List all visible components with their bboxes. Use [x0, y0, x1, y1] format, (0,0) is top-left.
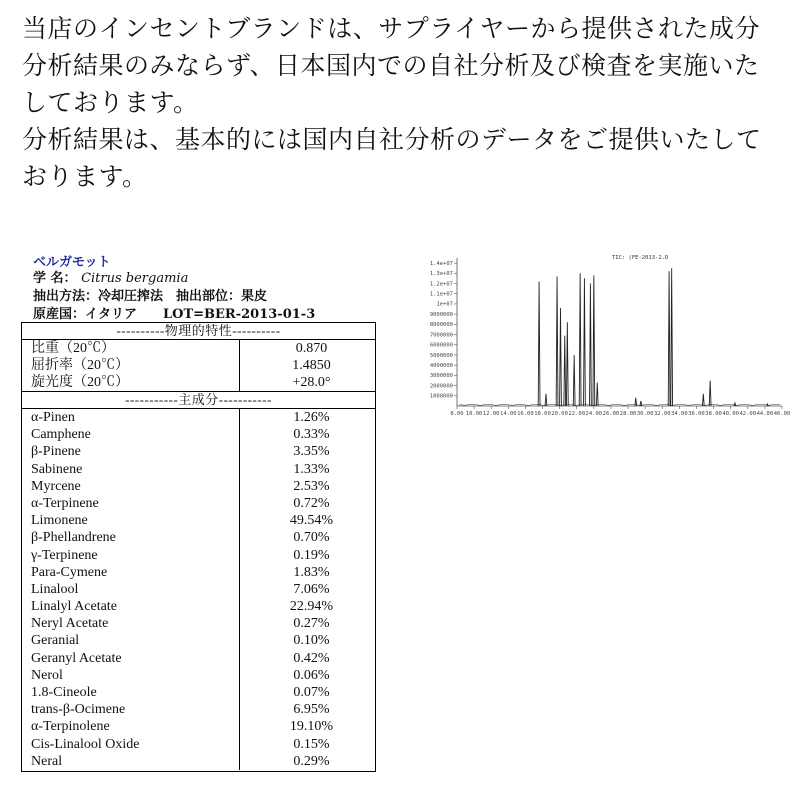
y-tick-label: 5000000 — [429, 352, 453, 359]
components-header: -----------主成分----------- — [22, 392, 375, 409]
x-tick-label: 30.00 — [636, 411, 654, 417]
table-row — [22, 701, 375, 718]
component-name: α-Pinen — [22, 409, 240, 426]
y-tick-label: 8000000 — [429, 322, 453, 329]
component-name: Camphene — [22, 426, 240, 443]
components-list — [22, 409, 375, 770]
table-row — [22, 547, 375, 564]
x-tick-label: 26.00 — [602, 411, 620, 417]
component-value: 22.94% — [289, 599, 334, 615]
component-name: α-Terpinene — [22, 495, 240, 512]
component-value: 0.15% — [293, 736, 330, 752]
x-tick-label: 16.00 — [517, 411, 534, 417]
latin-name-line — [33, 267, 188, 286]
component-name: Cis-Linalool Oxide — [22, 736, 240, 753]
x-tick-label: 46.00 — [773, 411, 790, 417]
x-tick-label: 12.00 — [482, 411, 500, 417]
peak — [560, 308, 562, 406]
x-tick-label: 14.00 — [500, 411, 517, 417]
x-tick-label: 36.00 — [688, 411, 705, 417]
peak — [702, 394, 704, 406]
component-name: β-Phellandrene — [22, 529, 240, 546]
y-tick-label: 1.3e+07 — [429, 271, 453, 278]
x-tick-label: 34.00 — [671, 411, 688, 417]
component-name: α-Terpinolene — [22, 718, 240, 735]
table-row — [22, 650, 375, 667]
x-tick-label: 22.00 — [568, 411, 586, 417]
table-row — [22, 529, 375, 546]
intro-paragraph-2: 分析結果は、基本的には国内自社分析のデータをご提供いたしております。 — [22, 125, 762, 191]
origin-line: 原産国：イタリア LOT=BER-2013-01-3 — [33, 307, 316, 322]
property-name: 比重（20℃） — [22, 340, 240, 357]
component-value: 7.06% — [293, 581, 330, 597]
y-tick-label: 1000000 — [429, 393, 453, 400]
chromatogram-svg — [410, 244, 790, 419]
y-tick-label: 6000000 — [429, 342, 453, 349]
component-value: 0.19% — [293, 547, 330, 563]
x-tick-label: 24.00 — [585, 411, 603, 417]
table-row — [22, 753, 375, 770]
latin-label: 学 名： — [33, 271, 77, 286]
component-value: 0.70% — [293, 530, 330, 546]
table-row — [22, 667, 375, 684]
component-value: 0.72% — [293, 495, 330, 511]
component-name: Myrcene — [22, 478, 240, 495]
table-row — [22, 615, 375, 632]
table-row — [22, 581, 375, 598]
table-row — [22, 478, 375, 495]
x-tick-label: 28.00 — [619, 411, 637, 417]
component-value: 0.10% — [293, 633, 330, 649]
component-name: Limonene — [22, 512, 240, 529]
property-value: 0.870 — [295, 341, 328, 356]
property-name: 旋光度（20℃） — [22, 374, 240, 391]
y-tick-label: 3000000 — [429, 373, 453, 380]
component-name: Linalool — [22, 581, 240, 598]
component-value: 0.33% — [293, 427, 330, 443]
intro-paragraph-1: 当店のインセントブランドは、サプライヤーから提供された成分分析結果のみならず、日本国内での自社分析及び検査を実施いたしております。 — [22, 14, 761, 117]
component-name: Linalyl Acetate — [22, 598, 240, 615]
component-value: 1.83% — [293, 564, 330, 580]
component-value: 0.29% — [293, 753, 330, 769]
analysis-table — [21, 322, 376, 772]
component-value: 3.35% — [293, 444, 330, 460]
x-tick-label: 20.00 — [551, 411, 568, 417]
property-value: +28.0° — [292, 375, 331, 390]
table-row — [22, 426, 375, 443]
peak — [584, 278, 586, 406]
table-row — [22, 340, 375, 357]
table-row — [22, 512, 375, 529]
peak — [671, 268, 673, 406]
component-value: 0.06% — [293, 667, 330, 683]
x-tick-label: 32.00 — [653, 411, 671, 417]
component-name: Para-Cymene — [22, 564, 240, 581]
table-row — [22, 374, 375, 391]
peak — [596, 383, 598, 406]
table-row — [22, 684, 375, 701]
x-tick-label: 8.00 — [450, 411, 464, 417]
component-value: 2.53% — [293, 478, 330, 494]
component-name: 1.8-Cineole — [22, 684, 240, 701]
table-row — [22, 736, 375, 753]
table-row — [22, 598, 375, 615]
component-value: 0.07% — [293, 685, 330, 700]
component-name: γ-Terpinene — [22, 547, 240, 564]
peak — [538, 281, 540, 406]
property-value: 1.4850 — [292, 358, 331, 373]
y-tick-label: 1.2e+07 — [429, 281, 453, 288]
y-tick-label: 9000000 — [429, 311, 453, 318]
component-name: Nerol — [22, 667, 240, 684]
component-value: 6.95% — [293, 702, 330, 718]
table-row — [22, 564, 375, 581]
y-tick-label: 1.1e+07 — [429, 291, 453, 298]
chromatogram-chart — [410, 244, 790, 419]
component-name: trans-β-Ocimene — [22, 701, 240, 718]
x-tick-label: 42.00 — [739, 411, 757, 417]
physical-header: ----------物理的特性---------- — [22, 323, 375, 340]
x-tick-label: 18.00 — [534, 411, 551, 417]
component-name: Neryl Acetate — [22, 615, 240, 632]
component-value: 1.26% — [293, 410, 330, 425]
table-row — [22, 461, 375, 478]
property-name: 屈折率（20℃） — [22, 357, 240, 374]
product-title: ベルガモット — [33, 255, 111, 270]
component-value: 0.27% — [293, 616, 330, 632]
baseline-trace — [460, 404, 780, 405]
peak — [545, 394, 547, 406]
peak — [556, 276, 558, 406]
component-name: Geranial — [22, 632, 240, 649]
intro-text — [22, 10, 782, 195]
y-tick-label: 2000000 — [429, 383, 453, 390]
table-row — [22, 632, 375, 649]
peak — [709, 380, 711, 406]
component-name: Sabinene — [22, 461, 240, 478]
component-name: Neral — [22, 753, 240, 770]
table-row — [22, 718, 375, 735]
y-tick-label: 1.4e+07 — [429, 260, 453, 267]
peak — [566, 322, 568, 406]
extraction-line: 抽出方法：冷却圧搾法 抽出部位：果皮 — [33, 289, 268, 304]
peak — [573, 355, 575, 406]
y-tick-label: 7000000 — [429, 332, 453, 339]
component-value: 0.42% — [293, 650, 330, 666]
component-value: 1.33% — [293, 461, 330, 477]
x-tick-label: 10.00 — [465, 411, 483, 417]
peak — [590, 284, 592, 406]
table-row — [22, 409, 375, 426]
peak — [668, 271, 670, 406]
peak — [579, 273, 581, 406]
component-value: 49.54% — [289, 513, 334, 529]
y-tick-label: 1e+07 — [436, 301, 453, 308]
table-row — [22, 495, 375, 512]
latin-name: Citrus bergamia — [81, 271, 189, 286]
table-row — [22, 443, 375, 460]
chromatogram-header: TIC: (FE-2013-2.D — [612, 255, 669, 261]
component-value: 19.10% — [289, 719, 334, 735]
component-name: Geranyl Acetate — [22, 650, 240, 667]
component-name: β-Pinene — [22, 443, 240, 460]
peak — [593, 275, 595, 406]
table-row — [22, 357, 375, 374]
x-tick-label: 44.00 — [756, 411, 774, 417]
x-tick-label: 38.00 — [705, 411, 722, 417]
y-tick-label: 4000000 — [429, 362, 453, 369]
peak — [734, 403, 736, 406]
x-tick-label: 40.00 — [722, 411, 739, 417]
physical-properties — [22, 340, 375, 392]
peak — [564, 336, 566, 406]
